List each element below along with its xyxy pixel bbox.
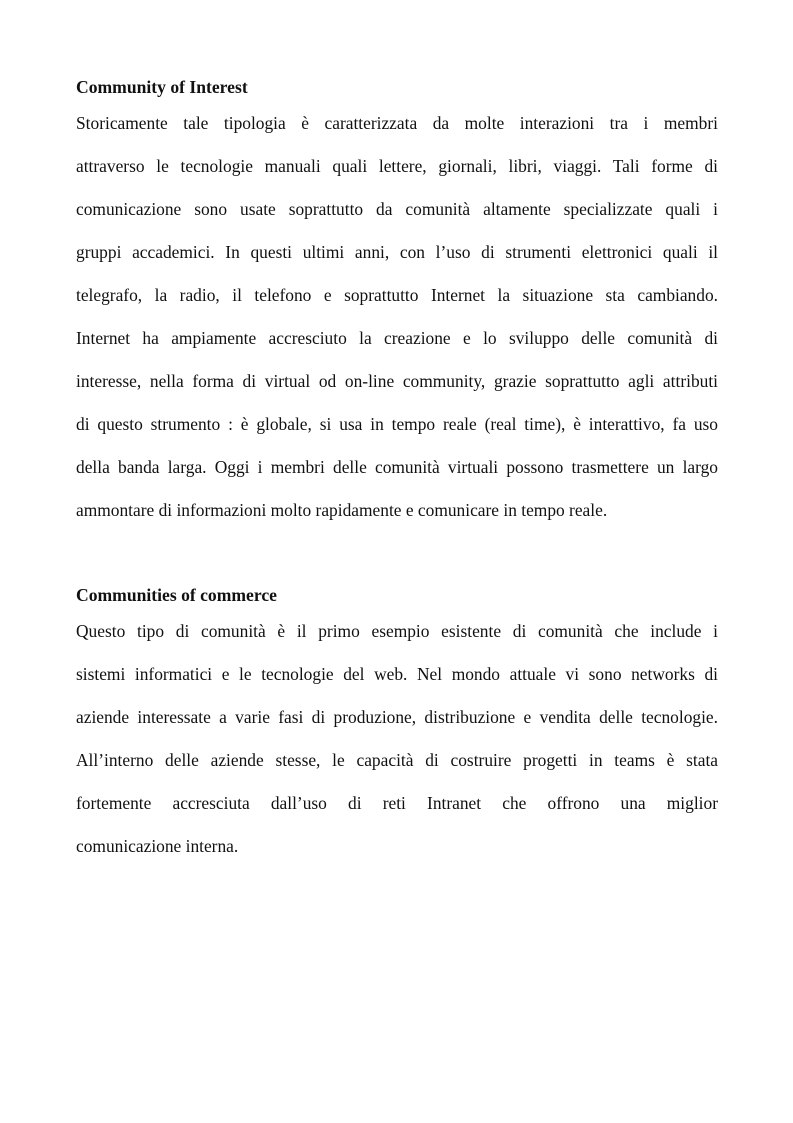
paragraph-line: Internet ha ampiamente accresciuto la creazione e lo sviluppo delle comunità di (76, 328, 718, 348)
paragraph-line: Questo tipo di comunità è il primo esempio esistente di comunità che include i (76, 621, 718, 641)
paragraph-line: gruppi accademici. In questi ultimi anni, con l’uso di strumenti elettronici quali il (76, 242, 718, 262)
section-heading: Communities of commerce (76, 585, 277, 605)
paragraph-line: comunicazione interna. (76, 836, 239, 856)
paragraph-line: sistemi informatici e le tecnologie del web. Nel mondo attuale vi sono networks di (76, 664, 718, 684)
section-heading: Community of Interest (76, 77, 248, 97)
paragraph-line: interesse, nella forma di virtual od on-line community, grazie soprattutto agli attributi (76, 371, 718, 391)
section-communities-of-commerce (76, 582, 718, 870)
paragraph-line: fortemente accresciuta dall’uso di reti Intranet che offrono una miglior (76, 793, 718, 813)
paragraph-line: della banda larga. Oggi i membri delle comunità virtuali possono trasmettere un largo (76, 457, 718, 477)
paragraph-line: comunicazione sono usate soprattutto da comunità altamente specializzate quali i (76, 199, 718, 219)
paragraph-line: telegrafo, la radio, il telefono e soprattutto Internet la situazione sta cambiando. (76, 285, 718, 305)
paragraph-line: All’interno delle aziende stesse, le capacità di costruire progetti in teams è stata (76, 750, 718, 770)
paragraph-line: ammontare di informazioni molto rapidamente e comunicare in tempo reale. (76, 500, 608, 520)
section-community-of-interest (76, 74, 718, 534)
paragraph-line: aziende interessate a varie fasi di produzione, distribuzione e vendita delle tecnologie. (76, 707, 718, 727)
paragraph-line: attraverso le tecnologie manuali quali lettere, giornali, libri, viaggi. Tali forme di (76, 156, 718, 176)
paragraph-line: di questo strumento : è globale, si usa in tempo reale (real time), è interattivo, fa uso (76, 414, 718, 434)
document-page (76, 74, 718, 870)
paragraph-line: Storicamente tale tipologia è caratterizzata da molte interazioni tra i membri (76, 113, 718, 133)
section-paragraph (76, 610, 718, 868)
section-paragraph (76, 102, 718, 532)
